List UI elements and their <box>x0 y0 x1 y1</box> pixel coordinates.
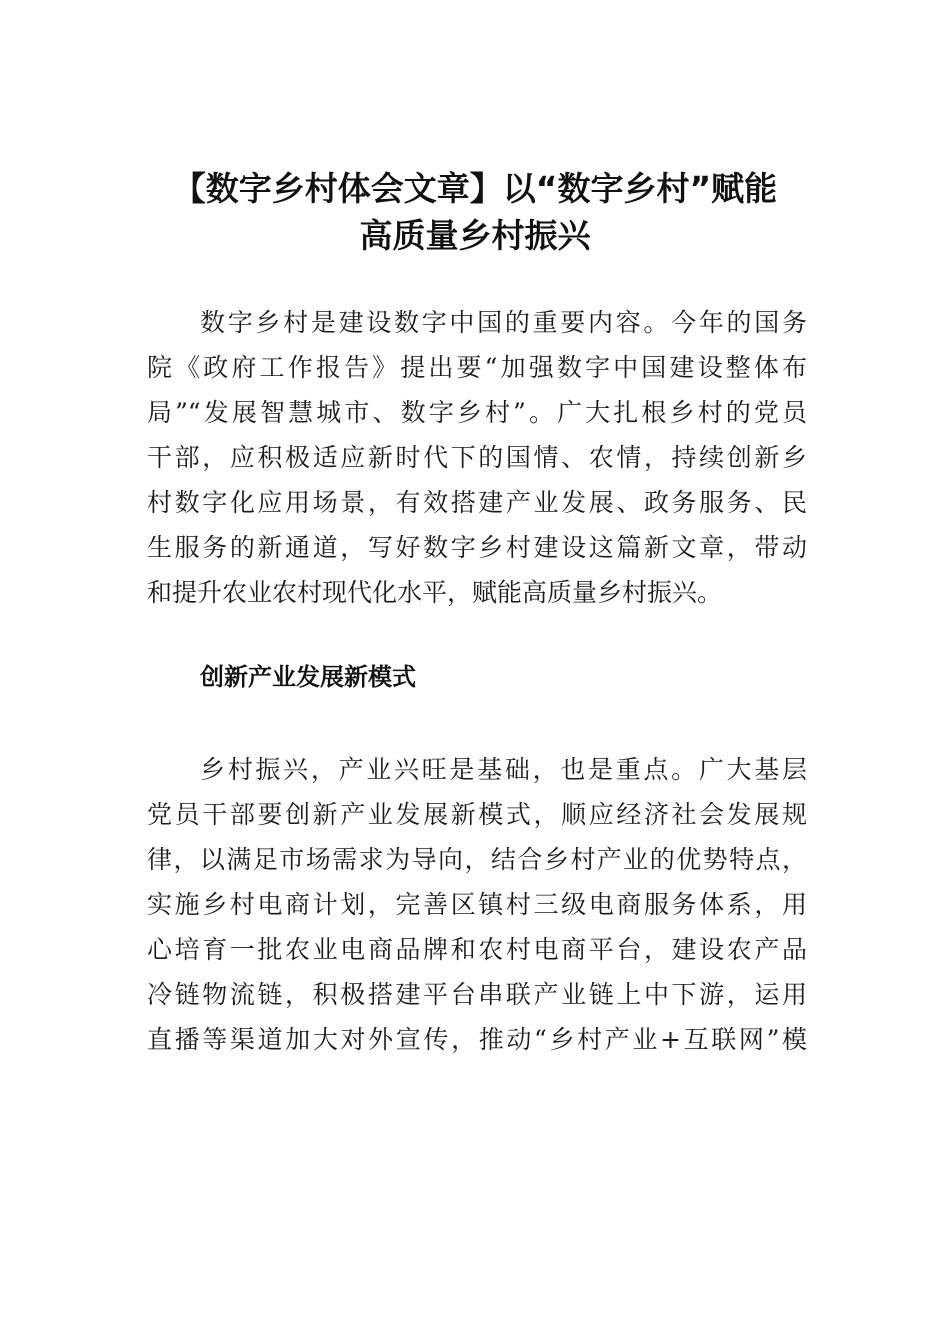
paragraph2-line-5: 心培育一批农业电商品牌和农村电商平台，建设农产品 <box>147 935 807 964</box>
paragraph2-line-1: 乡村振兴，产业兴旺是基础，也是重点。广大基层 <box>200 755 807 784</box>
paragraph2-line-3: 律，以满足市场需求为导向，结合乡村产业的优势特点， <box>147 845 807 874</box>
paragraph1-line-4: 干部，应积极适应新时代下的国情、农情，持续创新乡 <box>147 443 807 472</box>
paragraph1-line-3: 局”“发展智慧城市、数字乡村”。广大扎根乡村的党员 <box>147 398 807 427</box>
paragraph2-line-6: 冷链物流链，积极搭建平台串联产业链上中下游，运用 <box>147 980 807 1009</box>
paragraph1-line-2: 院《政府工作报告》提出要“加强数字中国建设整体布 <box>147 353 807 382</box>
paragraph2-line-2: 党员干部要创新产业发展新模式，顺应经济社会发展规 <box>147 800 807 829</box>
paragraph1-line-1: 数字乡村是建设数字中国的重要内容。今年的国务 <box>200 308 807 337</box>
document-title-line-1: 【数字乡村体会文章】以“数字乡村”赋能 <box>172 169 778 208</box>
paragraph1-line-5: 村数字化应用场景，有效搭建产业发展、政务服务、民 <box>147 488 807 517</box>
paragraph1-line-6: 生服务的新通道，写好数字乡村建设这篇新文章，带动 <box>147 533 807 562</box>
paragraph2-line-4: 实施乡村电商计划，完善区镇村三级电商服务体系，用 <box>147 890 807 919</box>
paragraph2-line-7: 直播等渠道加大对外宣传，推动“乡村产业+互联网”模 <box>147 1025 807 1054</box>
section-heading: 创新产业发展新模式 <box>200 663 416 691</box>
paragraph1-line-7: 和提升农业农村现代化水平，赋能高质量乡村振兴。 <box>147 578 723 607</box>
document-title-line-2: 高质量乡村振兴 <box>359 216 591 255</box>
